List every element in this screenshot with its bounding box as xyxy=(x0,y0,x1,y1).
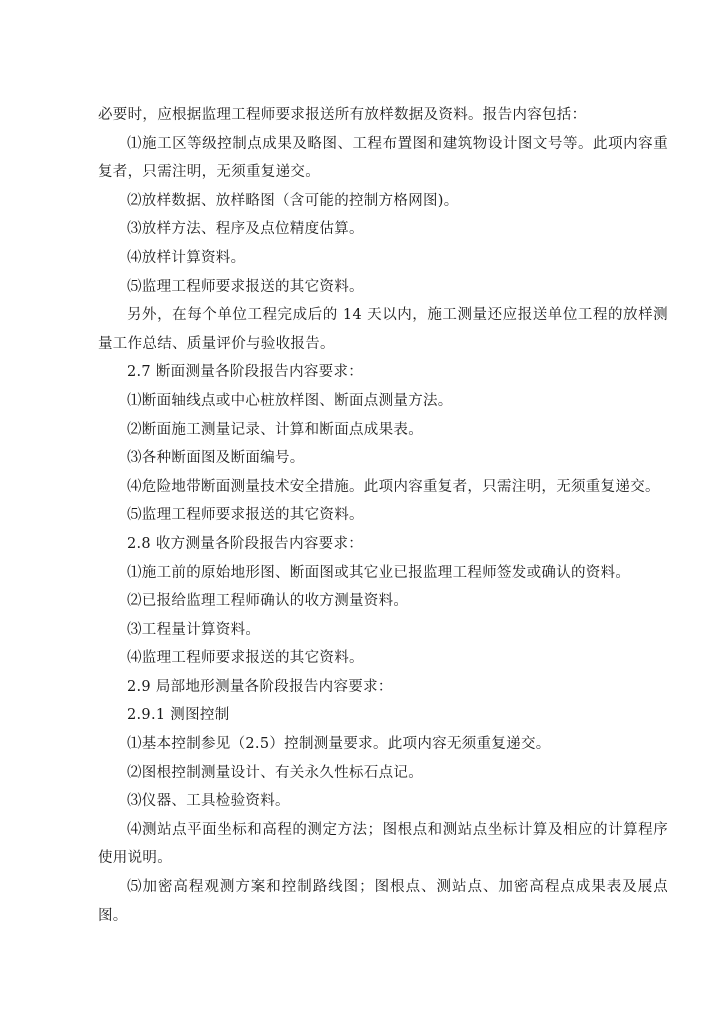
paragraph-item: ⑶仪器、工具检验资料。 xyxy=(127,793,290,810)
paragraph-item: ⑷危险地带断面测量技术安全措施。此项内容重复者，只需注明，无须重复递交。 xyxy=(127,478,660,495)
paragraph-item: ⑴断面轴线点或中心桩放样图、断面点测量方法。 xyxy=(127,392,453,409)
paragraph-item: ⑷监理工程师要求报送的其它资料。 xyxy=(127,650,364,667)
paragraph-item: ⑷放样计算资料。 xyxy=(127,249,246,266)
paragraph-item: ⑵图根控制测量设计、有关永久性标石点记。 xyxy=(127,764,423,781)
paragraph-item: ⑴施工区等级控制点成果及略图、工程布置图和建筑物设计图文号等。此项内容重复者，只需注明，无须重复递交。 xyxy=(98,135,668,181)
section-heading: 2.9 局部地形测量各阶段报告内容要求： xyxy=(127,678,393,695)
paragraph-item: ⑷测站点平面坐标和高程的测定方法；图根点和测站点坐标计算及相应的计算程序使用说明。 xyxy=(98,821,668,867)
document-body xyxy=(98,101,668,930)
section-heading: 2.7 断面测量各阶段报告内容要求： xyxy=(127,364,364,381)
paragraph-item: ⑵已报给监理工程师确认的收方测量资料。 xyxy=(127,593,409,610)
paragraph-item: ⑴施工前的原始地形图、断面图或其它业已报监理工程师签发或确认的资料。 xyxy=(127,564,631,581)
paragraph-item: ⑸监理工程师要求报送的其它资料。 xyxy=(127,278,364,295)
paragraph-item: ⑸加密高程观测方案和控制路线图；图根点、测站点、加密高程点成果表及展点图。 xyxy=(98,879,668,924)
paragraph-item: ⑶放样方法、程序及点位精度估算。 xyxy=(127,221,364,238)
paragraph-intro: 必要时，应根据监理工程师要求报送所有放样数据及资料。报告内容包括： xyxy=(98,107,587,123)
paragraph-item: ⑸监理工程师要求报送的其它资料。 xyxy=(127,507,364,524)
section-heading: 2.8 收方测量各阶段报告内容要求： xyxy=(127,535,364,552)
paragraph-item: ⑶各种断面图及断面编号。 xyxy=(127,450,305,467)
paragraph-item: ⑵放样数据、放样略图（含可能的控制方格网图)。 xyxy=(127,192,459,209)
paragraph-item: ⑴基本控制参见（2.5）控制测量要求。此项内容无须重复递交。 xyxy=(127,736,551,753)
paragraph-item: ⑶工程量计算资料。 xyxy=(127,621,261,638)
subsection-heading: 2.9.1 测图控制 xyxy=(127,707,230,724)
paragraph-body: 另外，在每个单位工程完成后的 14 天以内，施工测量还应报送单位工程的放样测量工作总结、质量评价与验收报告。 xyxy=(98,307,668,352)
paragraph-item: ⑵断面施工测量记录、计算和断面点成果表。 xyxy=(127,421,423,438)
